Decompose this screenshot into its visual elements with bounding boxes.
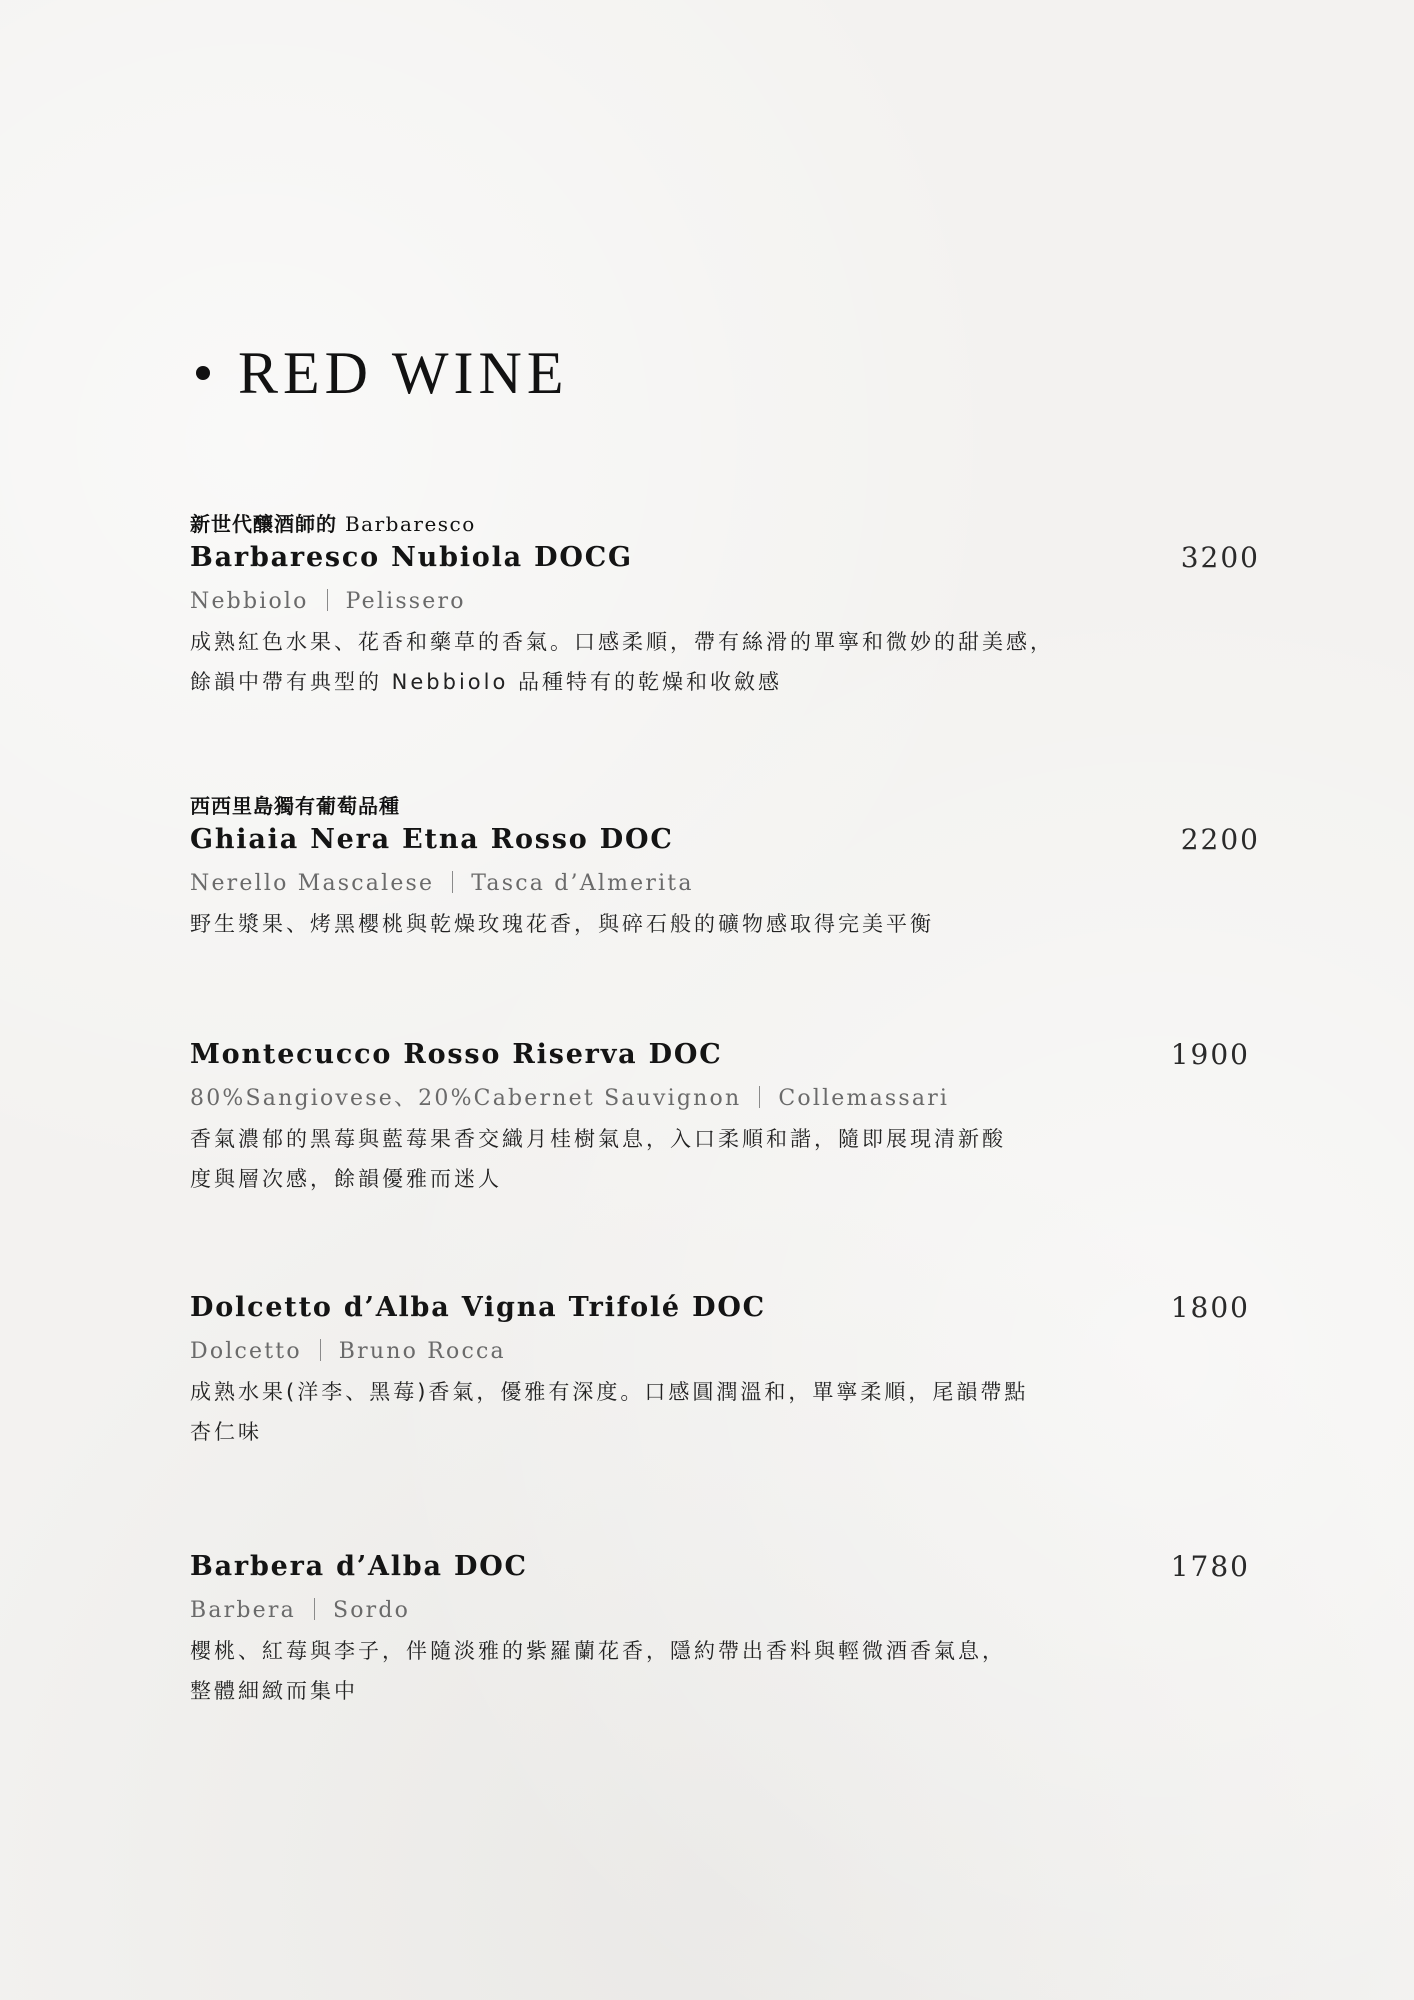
wine-name-row bbox=[190, 538, 1260, 578]
description-line: 野生漿果、烤黑櫻桃與乾燥玫瑰花香，與碎石般的礦物感取得完美平衡 bbox=[190, 912, 934, 936]
bullet-icon bbox=[196, 366, 210, 380]
wine-description bbox=[190, 1631, 1260, 1711]
section-heading bbox=[196, 338, 569, 408]
wine-description bbox=[190, 904, 1260, 944]
wine-meta bbox=[190, 1079, 1260, 1119]
wine-producer: Collemassari bbox=[778, 1086, 950, 1111]
wine-name: Barbaresco Nubiola DOCG bbox=[190, 542, 633, 573]
wine-entry bbox=[190, 1547, 1260, 1711]
wine-entry bbox=[190, 1035, 1260, 1199]
wine-name: Barbera d’Alba DOC bbox=[190, 1551, 528, 1582]
wine-price: 1780 bbox=[1170, 1550, 1250, 1583]
wine-price: 3200 bbox=[1180, 541, 1260, 574]
wine-description bbox=[190, 1372, 1260, 1452]
separator bbox=[452, 871, 453, 893]
separator bbox=[314, 1598, 315, 1620]
wine-name: Ghiaia Nera Etna Rosso DOC bbox=[190, 824, 674, 855]
wine-name: Dolcetto d’Alba Vigna Trifolé DOC bbox=[190, 1292, 766, 1323]
kicker-latin: Barbaresco bbox=[344, 512, 476, 536]
wine-grape: Dolcetto bbox=[190, 1339, 302, 1364]
wine-producer: Pelissero bbox=[345, 589, 466, 614]
wine-grape: Nebbiolo bbox=[190, 589, 309, 614]
description-line: 香氣濃郁的黑莓與藍莓果香交織月桂樹氣息，入口柔順和諧，隨即展現清新酸 bbox=[190, 1127, 1006, 1151]
kicker-text: 新世代釀酒師的 bbox=[190, 512, 337, 536]
wine-description bbox=[190, 1119, 1260, 1199]
wine-name-row bbox=[190, 1035, 1260, 1075]
wine-description bbox=[190, 622, 1260, 702]
description-line: 成熟紅色水果、花香和藥草的香氣。口感柔順，帶有絲滑的單寧和微妙的甜美感， bbox=[190, 630, 1054, 654]
wine-meta bbox=[190, 582, 1260, 622]
description-line: 整體細緻而集中 bbox=[190, 1679, 358, 1703]
wine-name-row bbox=[190, 820, 1260, 860]
wine-meta bbox=[190, 1591, 1260, 1631]
description-line: 成熟水果(洋李、黑莓)香氣，優雅有深度。口感圓潤溫和，單寧柔順，尾韻帶點 bbox=[190, 1380, 1029, 1404]
separator bbox=[759, 1086, 760, 1108]
wine-producer: Bruno Rocca bbox=[338, 1339, 506, 1364]
wine-name-row bbox=[190, 1547, 1260, 1587]
wine-entry bbox=[190, 792, 1260, 944]
wine-grape: Barbera bbox=[190, 1598, 296, 1623]
wine-grape: Nerello Mascalese bbox=[190, 871, 435, 896]
wine-producer: Tasca d’Almerita bbox=[471, 871, 694, 896]
description-line: 餘韻中帶有典型的 Nebbiolo 品種特有的乾燥和收斂感 bbox=[190, 670, 783, 694]
description-line: 杏仁味 bbox=[190, 1420, 262, 1444]
separator bbox=[327, 589, 328, 611]
wine-entry bbox=[190, 510, 1260, 702]
wine-kicker bbox=[190, 792, 1260, 820]
description-line: 櫻桃、紅莓與李子，伴隨淡雅的紫羅蘭花香，隱約帶出香料與輕微酒香氣息， bbox=[190, 1639, 1006, 1663]
wine-price: 2200 bbox=[1180, 823, 1260, 856]
wine-meta bbox=[190, 864, 1260, 904]
wine-producer: Sordo bbox=[332, 1598, 411, 1623]
kicker-text: 西西里島獨有葡萄品種 bbox=[190, 794, 400, 818]
wine-kicker bbox=[190, 510, 1260, 538]
wine-entry bbox=[190, 1288, 1260, 1452]
wine-grape: 80%Sangiovese、20%Cabernet Sauvignon bbox=[190, 1086, 742, 1111]
wine-meta bbox=[190, 1332, 1260, 1372]
wine-price: 1900 bbox=[1170, 1038, 1250, 1071]
description-line: 度與層次感，餘韻優雅而迷人 bbox=[190, 1167, 502, 1191]
separator bbox=[320, 1339, 321, 1361]
wine-name-row bbox=[190, 1288, 1260, 1328]
section-title: RED WINE bbox=[238, 340, 569, 406]
wine-price: 1800 bbox=[1170, 1291, 1250, 1324]
wine-name: Montecucco Rosso Riserva DOC bbox=[190, 1039, 723, 1070]
